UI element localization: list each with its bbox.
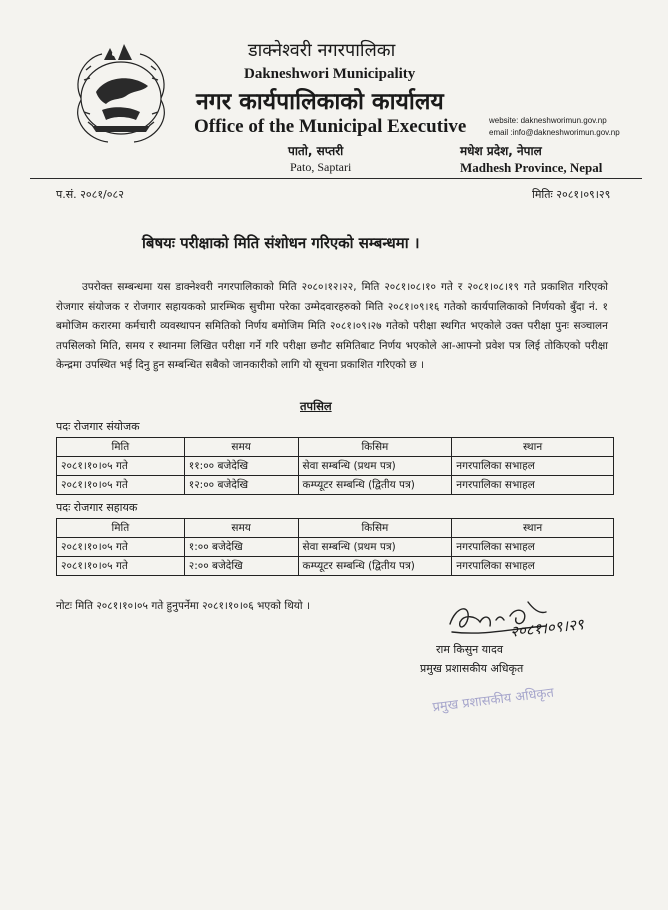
body-paragraph: उपरोक्त सम्बन्धमा यस डाक्नेश्वरी नगरपालिकाको मिति २०८०।१२।२२, मिति २०८१।०८।१० गते र २०८१।०८।१९ गते प्रकाशित गरिएको रोजगार संयोजक र रोजगार सहायकको प्रारम्भिक सुचीमा परेका उम्मेदवारहरुको मिति २०८१।०९।१६ गतेको कार्यपालिकाको निर्णयको बुँदा नं. १ बमोजिम करारमा कर्मचारी व्यवस्थापन समितिको निर्णय बमोजिम मिति २०८१।०९।२७ गतेको परीक्षा स्थगित भएकोले उक्त परीक्षा पुनः सञ्चालन तपसिलको मिति, समय र स्थानमा लिखित परीक्षा गर्ने गरि परीक्षा छनौट समितिबाट निर्णय भएकोले आ-आफ्नो प्रवेश पत्र लिई तोकिएको परीक्षा केन्द्रमा उपस्थित भई दिनु हुन सम्बन्धित सबैको जानकारीको लागि यो सूचना प्रकाशित गरिएको छ । (56, 281, 608, 372)
post-employment-coordinator: पदः रोजगार संयोजक (56, 420, 140, 433)
cell-type: सेवा सम्बन्धि (प्रथम पत्र) (298, 538, 452, 557)
official-stamp: प्रमुख प्रशासकीय अधिकृत (431, 685, 555, 716)
schedule-table-assistant (56, 518, 614, 576)
column-header-type: किसिम (298, 519, 452, 538)
email: email :info@dakneshworimun.gov.np (489, 128, 620, 137)
province-english: Madhesh Province, Nepal (460, 160, 603, 175)
table-row (57, 476, 614, 495)
subject-line: बिषयः परीक्षाको मिति संशोधन गरिएको सम्बन्धमा । (142, 234, 420, 252)
post-employment-assistant: पदः रोजगार सहायक (56, 501, 138, 514)
cell-type: कम्प्यूटर सम्बन्धि (द्वितीय पत्र) (298, 557, 452, 576)
table-header-row (57, 438, 614, 457)
cell-venue: नगरपालिका सभाहल (452, 457, 614, 476)
municipality-name-nepali: डाक्नेश्वरी नगरपालिका (248, 40, 396, 61)
cell-venue: नगरपालिका सभाहल (452, 476, 614, 495)
office-name-english: Office of the Municipal Executive (194, 116, 467, 137)
cell-venue: नगरपालिका सभाहल (452, 538, 614, 557)
address-nepali: पातो, सप्तरी (288, 144, 344, 158)
cell-date: २०८१।१०।०५ गते (57, 538, 185, 557)
cell-date: २०८१।१०।०५ गते (57, 457, 185, 476)
letter-number: प.सं. २०८१/०८२ (56, 188, 124, 201)
address-english: Pato, Saptari (290, 160, 352, 174)
cell-type: सेवा सम्बन्धि (प्रथम पत्र) (298, 457, 452, 476)
cell-venue: नगरपालिका सभाहल (452, 557, 614, 576)
schedule-table-coordinator (56, 437, 614, 495)
cell-date: २०८१।१०।०५ गते (57, 476, 185, 495)
table-row (57, 538, 614, 557)
office-name-nepali: नगर कार्यपालिकाको कार्यालय (196, 89, 444, 115)
column-header-time: समय (184, 519, 298, 538)
cell-time: २:०० बजेदेखि (184, 557, 298, 576)
column-header-venue: स्थान (452, 438, 614, 457)
table-row (57, 457, 614, 476)
province-nepali: मधेश प्रदेश, नेपाल (460, 144, 542, 158)
column-header-date: मिति (57, 438, 185, 457)
signatory-name: राम किसुन यादव (436, 643, 503, 656)
signature-date: २०८१।०९।२९ (509, 615, 585, 641)
column-header-date: मिति (57, 519, 185, 538)
table-header-row (57, 519, 614, 538)
nepal-emblem-logo (62, 40, 180, 150)
column-header-time: समय (184, 438, 298, 457)
signatory-designation: प्रमुख प्रशासकीय अधिकृत (420, 662, 524, 675)
letter-date: मितिः २०८१।०९।२९ (532, 188, 611, 201)
cell-time: १:०० बजेदेखि (184, 538, 298, 557)
cell-time: ११:०० बजेदेखि (184, 457, 298, 476)
header-divider (30, 178, 642, 179)
cell-time: १२:०० बजेदेखि (184, 476, 298, 495)
table-row (57, 557, 614, 576)
municipality-name-english: Dakneshwori Municipality (244, 66, 416, 82)
website: website: dakneshworimun.gov.np (489, 116, 607, 125)
column-header-type: किसिम (298, 438, 452, 457)
note-text: नोटः मिति २०८१।१०।०५ गते हुनुपर्नेमा २०८१।१०।०६ भएको थियो । (56, 600, 310, 612)
cell-type: कम्प्यूटर सम्बन्धि (द्वितीय पत्र) (298, 476, 452, 495)
column-header-venue: स्थान (452, 519, 614, 538)
cell-date: २०८१।१०।०५ गते (57, 557, 185, 576)
tapsil-heading: तपसिल (300, 399, 332, 413)
